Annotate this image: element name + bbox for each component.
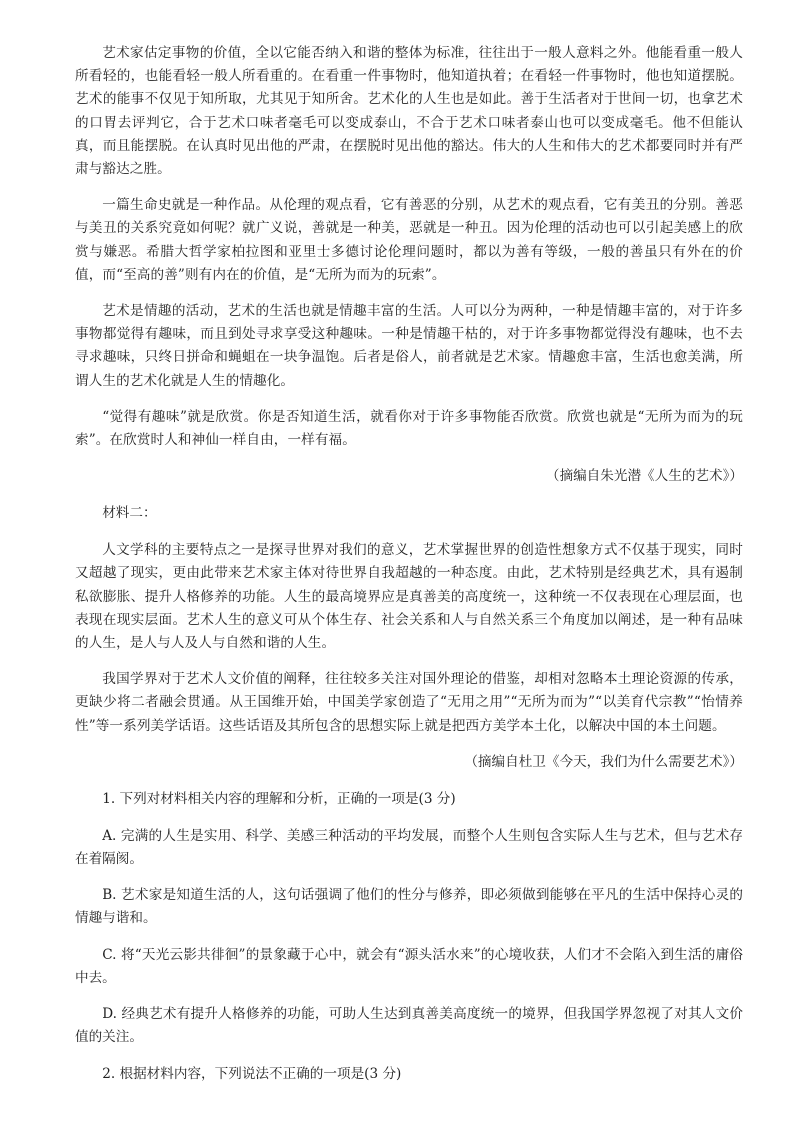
- material2-paragraph-2: 我国学界对于艺术人文价值的阐释，往往较多关注对国外理论的借鉴，却相对忽略本土理论资源的传承，更缺少将二者融会贯通。从王国维开始，中国美学家创造了“无用之用”“无所为而为”“以美育代宗教”“怡情养性”等一系列美学话语。这些话语及其所包含的思想实际上就是把西方美学本土化，以解决中国的本土问题。: [75, 671, 743, 734]
- material2-source: （摘编自杜卫《今天，我们为什么需要艺术》）: [464, 753, 743, 770]
- material1-paragraph-4: “觉得有趣味”就是欣赏。你是否知道生活，就看你对于许多事物能否欣赏。欣赏也就是“无所为而为的玩索”。在欣赏时人和神仙一样自由，一样有福。: [75, 408, 743, 449]
- question1-stem: 1. 下列对材料相关内容的理解和分析，正确的一项是(3 分): [102, 790, 456, 807]
- material2-paragraph-1: 人文学科的主要特点之一是探寻世界对我们的意义，艺术掌握世界的创造性想象方式不仅基于现实，同时又超越了现实，更由此带来艺术家主体对待世界自我超越的一种态度。由此，艺术特别是经典艺术，具有遏制私欲膨胀、提升人格修养的功能。人生的最高境界应是真善美的高度统一，这种统一不仅表现在心理层面，也表现在现实层面。艺术人生的意义可从个体生存、社会关系和人与自然关系三个角度加以阐述，是一种有品味的人生，是人与人及人与自然和谐的人生。: [75, 542, 743, 652]
- question1-option-a: A. 完满的人生是实用、科学、美感三种活动的平均发展，而整个人生则包含实际人生与艺术，但与艺术存在着隔阂。: [75, 827, 743, 868]
- material1-source: （摘编自朱光潜《人生的艺术》）: [545, 468, 743, 485]
- material2-heading: 材料二：: [102, 505, 157, 522]
- question1-option-c: C. 将“天光云影共徘徊”的景象藏于心中，就会有“源头活水来”的心境收获，人们才不会陷入到生活的庸俗中去。: [75, 946, 743, 986]
- material1-paragraph-2: 一篇生命史就是一种作品。从伦理的观点看，它有善恶的分别，从艺术的观点看，它有美丑的分别。善恶与美丑的关系究竟如何呢？就广义说，善就是一种美，恶就是一种丑。因为伦理的活动也可以引起美感上的欣赏与嫌恶。希腊大哲学家柏拉图和亚里士多德讨论伦理问题时，都以为善有等级，一般的善虽只有外在的价值，而“至高的善”则有内在的价值，是“无所为而为的玩索”。: [75, 197, 743, 283]
- question1-option-d: D. 经典艺术有提升人格修养的功能，可助人生达到真善美高度统一的境界，但我国学界忽视了对其人文价值的关注。: [75, 1006, 743, 1046]
- material1-paragraph-3: 艺术是情趣的活动，艺术的生活也就是情趣丰富的生活。人可以分为两种，一种是情趣丰富的，对于许多事物都觉得有趣味，而且到处寻求享受这种趣味。一种是情趣干枯的，对于许多事物都觉得没有趣味，也不去寻求趣味，只终日拼命和蝇蛆在一块争温饱。后者是俗人，前者就是艺术家。情趣愈丰富，生活也愈美满，所谓人生的艺术化就是人生的情趣化。: [75, 303, 743, 389]
- exam-page: [75, 42, 743, 1100]
- material1-paragraph-1: 艺术家估定事物的价值，全以它能否纳入和谐的整体为标准，往往出于一般人意料之外。他能看重一般人所看轻的，也能看轻一般人所看重的。在看重一件事物时，他知道执着；在看轻一件事物时，他也知道摆脱。艺术的能事不仅见于知所取，尤其见于知所舍。艺术化的人生也是如此。善于生活者对于世间一切，也拿艺术的口胃去评判它，合于艺术口味者毫毛可以变成泰山，不合于艺术口味者泰山也可以变成毫毛。他不但能认真，而且能摆脱。在认真时见出他的严肃，在摆脱时见出他的豁达。伟大的人生和伟大的艺术都要同时并有严肃与豁达之胜。: [75, 45, 743, 178]
- question2-stem: 2. 根据材料内容，下列说法不正确的一项是(3 分): [102, 1065, 402, 1082]
- question1-option-b: B. 艺术家是知道生活的人，这句话强调了他们的性分与修养，即必须做到能够在平凡的生活中保持心灵的情趣与谐和。: [75, 887, 743, 927]
